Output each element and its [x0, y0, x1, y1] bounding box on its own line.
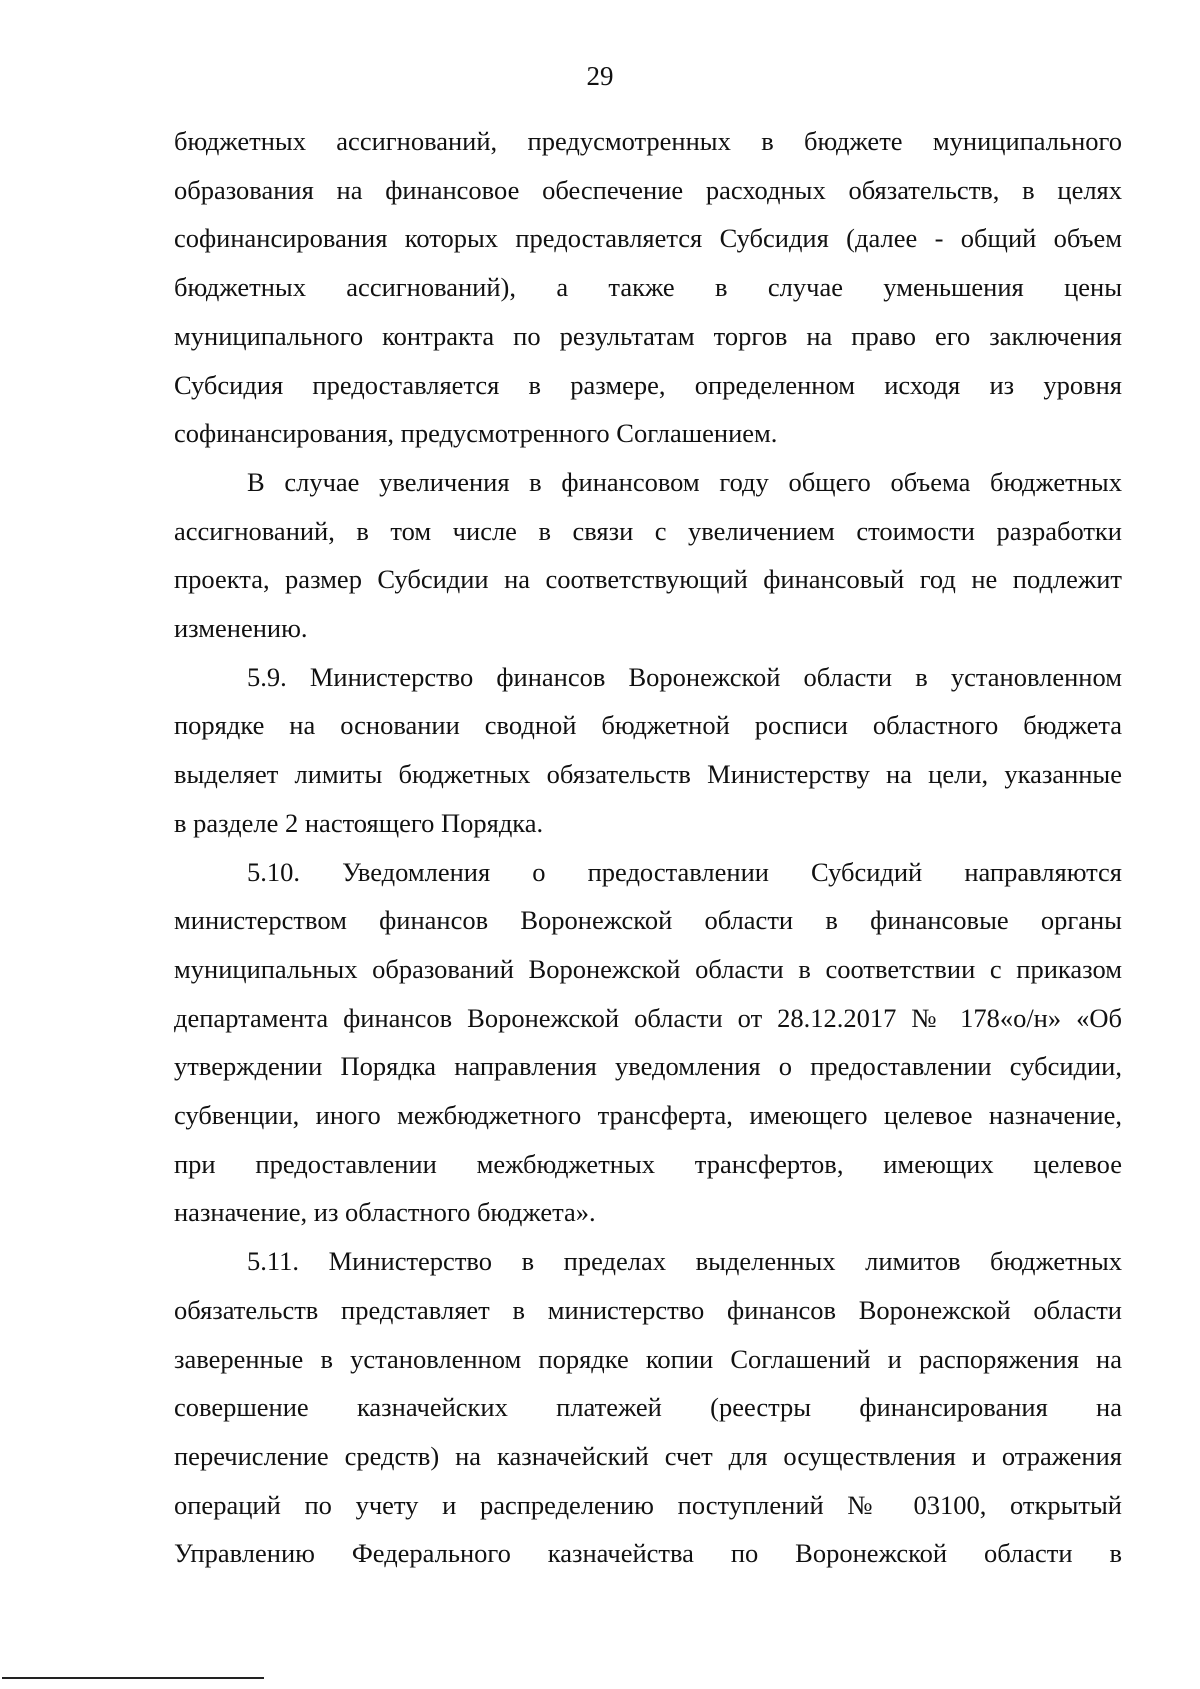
text-line: изменению.: [174, 613, 308, 644]
text-line: при предоставлении межбюджетных трансфертов, имеющих целевое: [174, 1148, 1122, 1179]
text-line: выделяет лимиты бюджетных обязательств Министерству на цели, указанные: [174, 759, 1122, 790]
text-line: в разделе 2 настоящего Порядка.: [174, 807, 544, 838]
text-line: муниципальных образований Воронежской области в соответствии с приказом: [174, 953, 1122, 984]
paragraph-5-11: [174, 1237, 1122, 1578]
text-line: бюджетных ассигнований, предусмотренных в бюджете муниципального: [174, 126, 1122, 156]
document-body: [174, 117, 1122, 1578]
text-line: перечисление средств) на казначейский счет для осуществления и отражения: [174, 1440, 1122, 1471]
text-line: образования на финансовое обеспечение расходных обязательств, в целях: [174, 174, 1122, 205]
text-line: бюджетных ассигнований), а также в случае уменьшения цены: [174, 272, 1122, 303]
paragraph-budget-increase: [174, 458, 1122, 653]
text-line: софинансирования которых предоставляется Субсидия (далее - общий объем: [174, 223, 1122, 254]
text-line: Субсидия предоставляется в размере, определенном исходя из уровня: [174, 369, 1122, 400]
paragraph-5-9: [174, 653, 1122, 848]
text-line: совершение казначейских платежей (реестры финансирования на: [174, 1392, 1122, 1423]
text-line: проекта, размер Субсидии на соответствующий финансовый год не подлежит: [174, 564, 1122, 595]
text-line: муниципального контракта по результатам торгов на право его заключения: [174, 320, 1122, 351]
paragraph-5-10: [174, 848, 1122, 1238]
text-line: операций по учету и распределению поступлений № 03100, открытый: [174, 1489, 1122, 1520]
text-line: министерством финансов Воронежской области в финансовые органы: [174, 905, 1122, 936]
text-line: 5.9. Министерство финансов Воронежской области в установленном: [247, 661, 1122, 692]
text-line: обязательств представляет в министерство финансов Воронежской области: [174, 1294, 1122, 1325]
text-line: субвенции, иного межбюджетного трансферта, имеющего целевое назначение,: [174, 1100, 1122, 1131]
text-line: назначение, из областного бюджета».: [174, 1197, 596, 1228]
text-line: софинансирования, предусмотренного Соглашением.: [174, 418, 778, 449]
text-line: Управлению Федерального казначейства по Воронежской области в: [174, 1538, 1122, 1569]
text-line: порядке на основании сводной бюджетной росписи областного бюджета: [174, 710, 1122, 741]
text-line: 5.10. Уведомления о предоставлении Субсидий направляются: [247, 856, 1122, 887]
text-line: 5.11. Министерство в пределах выделенных лимитов бюджетных: [247, 1246, 1122, 1277]
text-line: В случае увеличения в финансовом году общего объема бюджетных: [247, 466, 1122, 497]
page-number: 29: [586, 61, 614, 91]
footnote-separator-line: [2, 1677, 264, 1679]
text-line: утверждении Порядка направления уведомления о предоставлении субсидии,: [174, 1051, 1122, 1082]
text-line: ассигнований, в том числе в связи с увеличением стоимости разработки: [174, 515, 1122, 546]
text-line: департамента финансов Воронежской области от 28.12.2017 № 178«о/н» «Об: [174, 1002, 1122, 1033]
text-line: заверенные в установленном порядке копии Соглашений и распоряжения на: [174, 1343, 1122, 1374]
paragraph-continuation: [174, 117, 1122, 458]
